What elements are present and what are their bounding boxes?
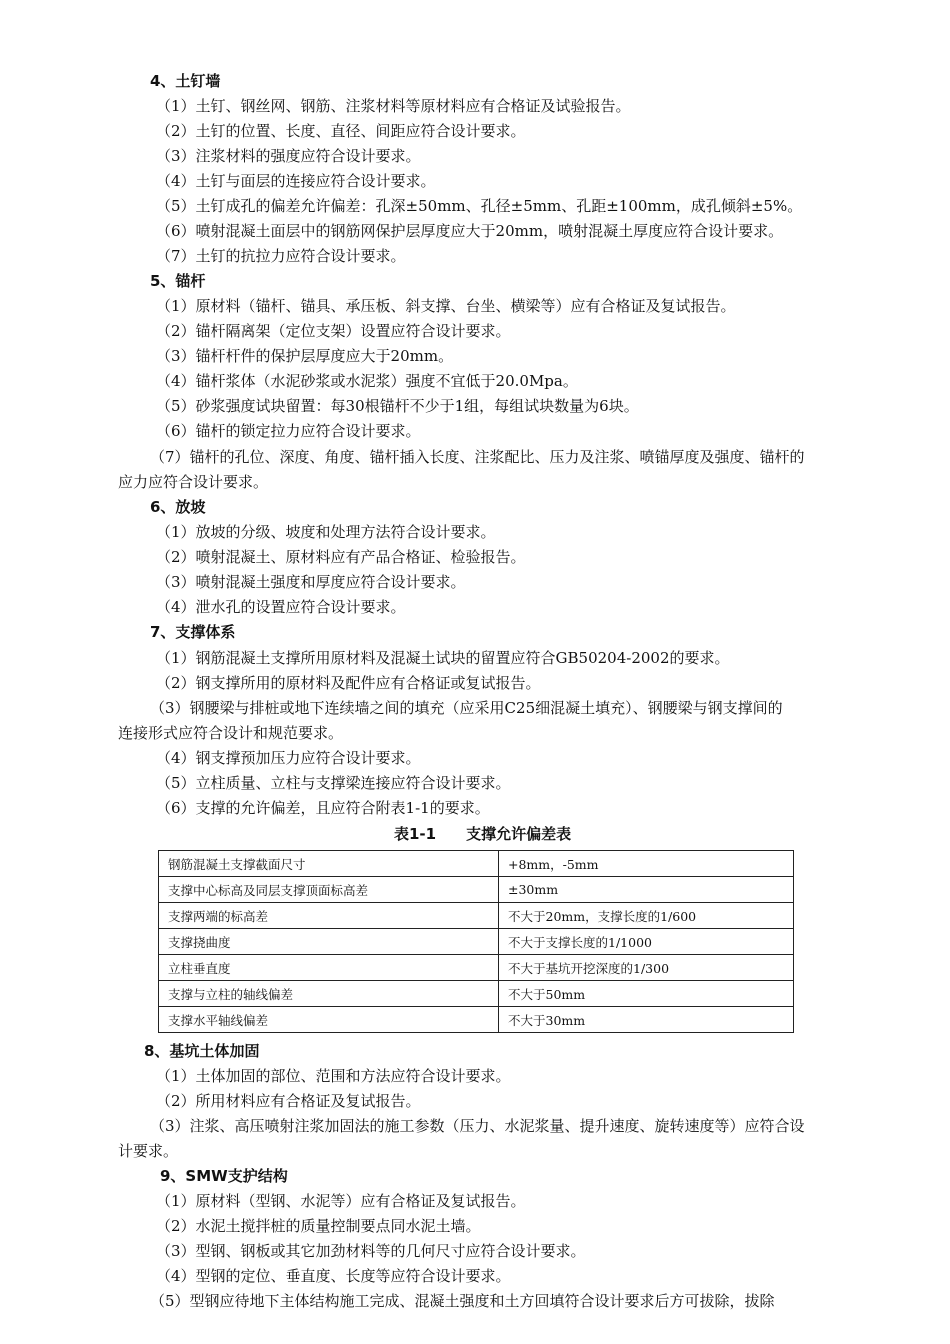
paragraph-line: （2）锚杆隔离架（定位支架）设置应符合设计要求。 [156,322,511,340]
paragraph-line: （1）原材料（型钢、水泥等）应有合格证及复试报告。 [156,1192,526,1210]
table-cell-item: 支撑挠曲度 [159,929,499,955]
paragraph-line: （3）注浆材料的强度应符合设计要求。 [156,147,421,165]
table-cell-tolerance: 不大于20mm，支撑长度的1/600 [499,903,794,929]
paragraph-line: （2）钢支撑所用的原材料及配件应有合格证或复试报告。 [156,674,541,692]
table-row [159,877,794,903]
table-cell-item: 立柱垂直度 [159,955,499,981]
paragraph-line: （2）水泥土搅拌桩的质量控制要点同水泥土墙。 [156,1217,481,1235]
paragraph-line: （4）锚杆浆体（水泥砂浆或水泥浆）强度不宜低于20.0Mpa。 [156,372,578,390]
paragraph-line: （4）钢支撑预加压力应符合设计要求。 [156,749,421,767]
table-cell-item: 支撑中心标高及同层支撑顶面标高差 [159,877,499,903]
table-cell-item: 支撑水平轴线偏差 [159,1007,499,1033]
paragraph-line: （1）放坡的分级、坡度和处理方法符合设计要求。 [156,523,496,541]
section-heading-slope: 6、放坡 [150,498,206,516]
section-heading-smw: 9、SMW支护结构 [160,1167,288,1185]
table-row [159,981,794,1007]
paragraph-line: （3）注浆、高压喷射注浆加固法的施工参数（压力、水泥浆量、提升速度、旋转速度等）应符合设 [150,1117,805,1135]
section-heading-support-system: 7、支撑体系 [150,623,236,641]
section-heading-soil-nail-wall: 4、土钉墙 [150,72,221,90]
paragraph-line: （4）型钢的定位、垂直度、长度等应符合设计要求。 [156,1267,511,1285]
paragraph-line: （3）钢腰梁与排桩或地下连续墙之间的填充（应采用C25细混凝土填充）、钢腰梁与钢支撑间的 [150,699,783,717]
section-heading-anchor: 5、锚杆 [150,272,206,290]
paragraph-line: （5）型钢应待地下主体结构施工完成、混凝土强度和土方回填符合设计要求后方可拔除，拔除 [150,1292,775,1310]
table-row [159,851,794,877]
paragraph-line: （1）原材料（锚杆、锚具、承压板、斜支撑、台坐、横梁等）应有合格证及复试报告。 [156,297,736,315]
paragraph-line: （6）锚杆的锁定拉力应符合设计要求。 [156,422,421,440]
table-caption: 表1-1 支撑允许偏差表 [394,825,572,843]
paragraph-line: （3）型钢、钢板或其它加劲材料等的几何尺寸应符合设计要求。 [156,1242,586,1260]
table-cell-item: 钢筋混凝土支撑截面尺寸 [159,851,499,877]
paragraph-line: （5）砂浆强度试块留置：每30根锚杆不少于1组，每组试块数量为6块。 [156,397,639,415]
paragraph-line: 应力应符合设计要求。 [118,473,269,491]
paragraph-line: （4）土钉与面层的连接应符合设计要求。 [156,172,436,190]
table-row [159,929,794,955]
paragraph-line: （2）所用材料应有合格证及复试报告。 [156,1092,421,1110]
paragraph-line: 连接形式应符合设计和规范要求。 [118,724,344,742]
support-tolerance-table [158,850,794,1033]
paragraph-line: （4）泄水孔的设置应符合设计要求。 [156,598,406,616]
section-heading-soil-reinforcement: 8、基坑土体加固 [144,1042,260,1060]
paragraph-line: （1）钢筋混凝土支撑所用原材料及混凝土试块的留置应符合GB50204-2002的要求。 [156,649,730,667]
paragraph-line: （5）立柱质量、立柱与支撑梁连接应符合设计要求。 [156,774,511,792]
paragraph-line: （6）支撑的允许偏差，且应符合附表1-1的要求。 [156,799,490,817]
table-row [159,955,794,981]
table-cell-tolerance: +8mm，-5mm [499,851,794,877]
table-cell-item: 支撑两端的标高差 [159,903,499,929]
table-cell-tolerance: 不大于30mm [499,1007,794,1033]
paragraph-line: （7）锚杆的孔位、深度、角度、锚杆插入长度、注浆配比、压力及注浆、喷锚厚度及强度、锚杆的 [150,448,805,466]
paragraph-line: （1）土体加固的部位、范围和方法应符合设计要求。 [156,1067,511,1085]
table-row [159,1007,794,1033]
paragraph-line: （1）土钉、钢丝网、钢筋、注浆材料等原材料应有合格证及试验报告。 [156,97,631,115]
table-cell-tolerance: 不大于基坑开挖深度的1/300 [499,955,794,981]
paragraph-line: （3）锚杆杆件的保护层厚度应大于20mm。 [156,347,454,365]
paragraph-line: （5）土钉成孔的偏差允许偏差：孔深±50mm、孔径±5mm、孔距±100mm，成孔倾斜±5%。 [156,197,803,215]
table-cell-tolerance: 不大于50mm [499,981,794,1007]
paragraph-line: （2）土钉的位置、长度、直径、间距应符合设计要求。 [156,122,526,140]
paragraph-line: （7）土钉的抗拉力应符合设计要求。 [156,247,406,265]
table-cell-item: 支撑与立柱的轴线偏差 [159,981,499,1007]
table-row [159,903,794,929]
paragraph-line: （6）喷射混凝土面层中的钢筋网保护层厚度应大于20mm，喷射混凝土厚度应符合设计要求。 [156,222,784,240]
table-cell-tolerance: ±30mm [499,877,794,903]
paragraph-line: 计要求。 [118,1142,179,1160]
paragraph-line: （2）喷射混凝土、原材料应有产品合格证、检验报告。 [156,548,526,566]
table-cell-tolerance: 不大于支撑长度的1/1000 [499,929,794,955]
paragraph-line: （3）喷射混凝土强度和厚度应符合设计要求。 [156,573,466,591]
